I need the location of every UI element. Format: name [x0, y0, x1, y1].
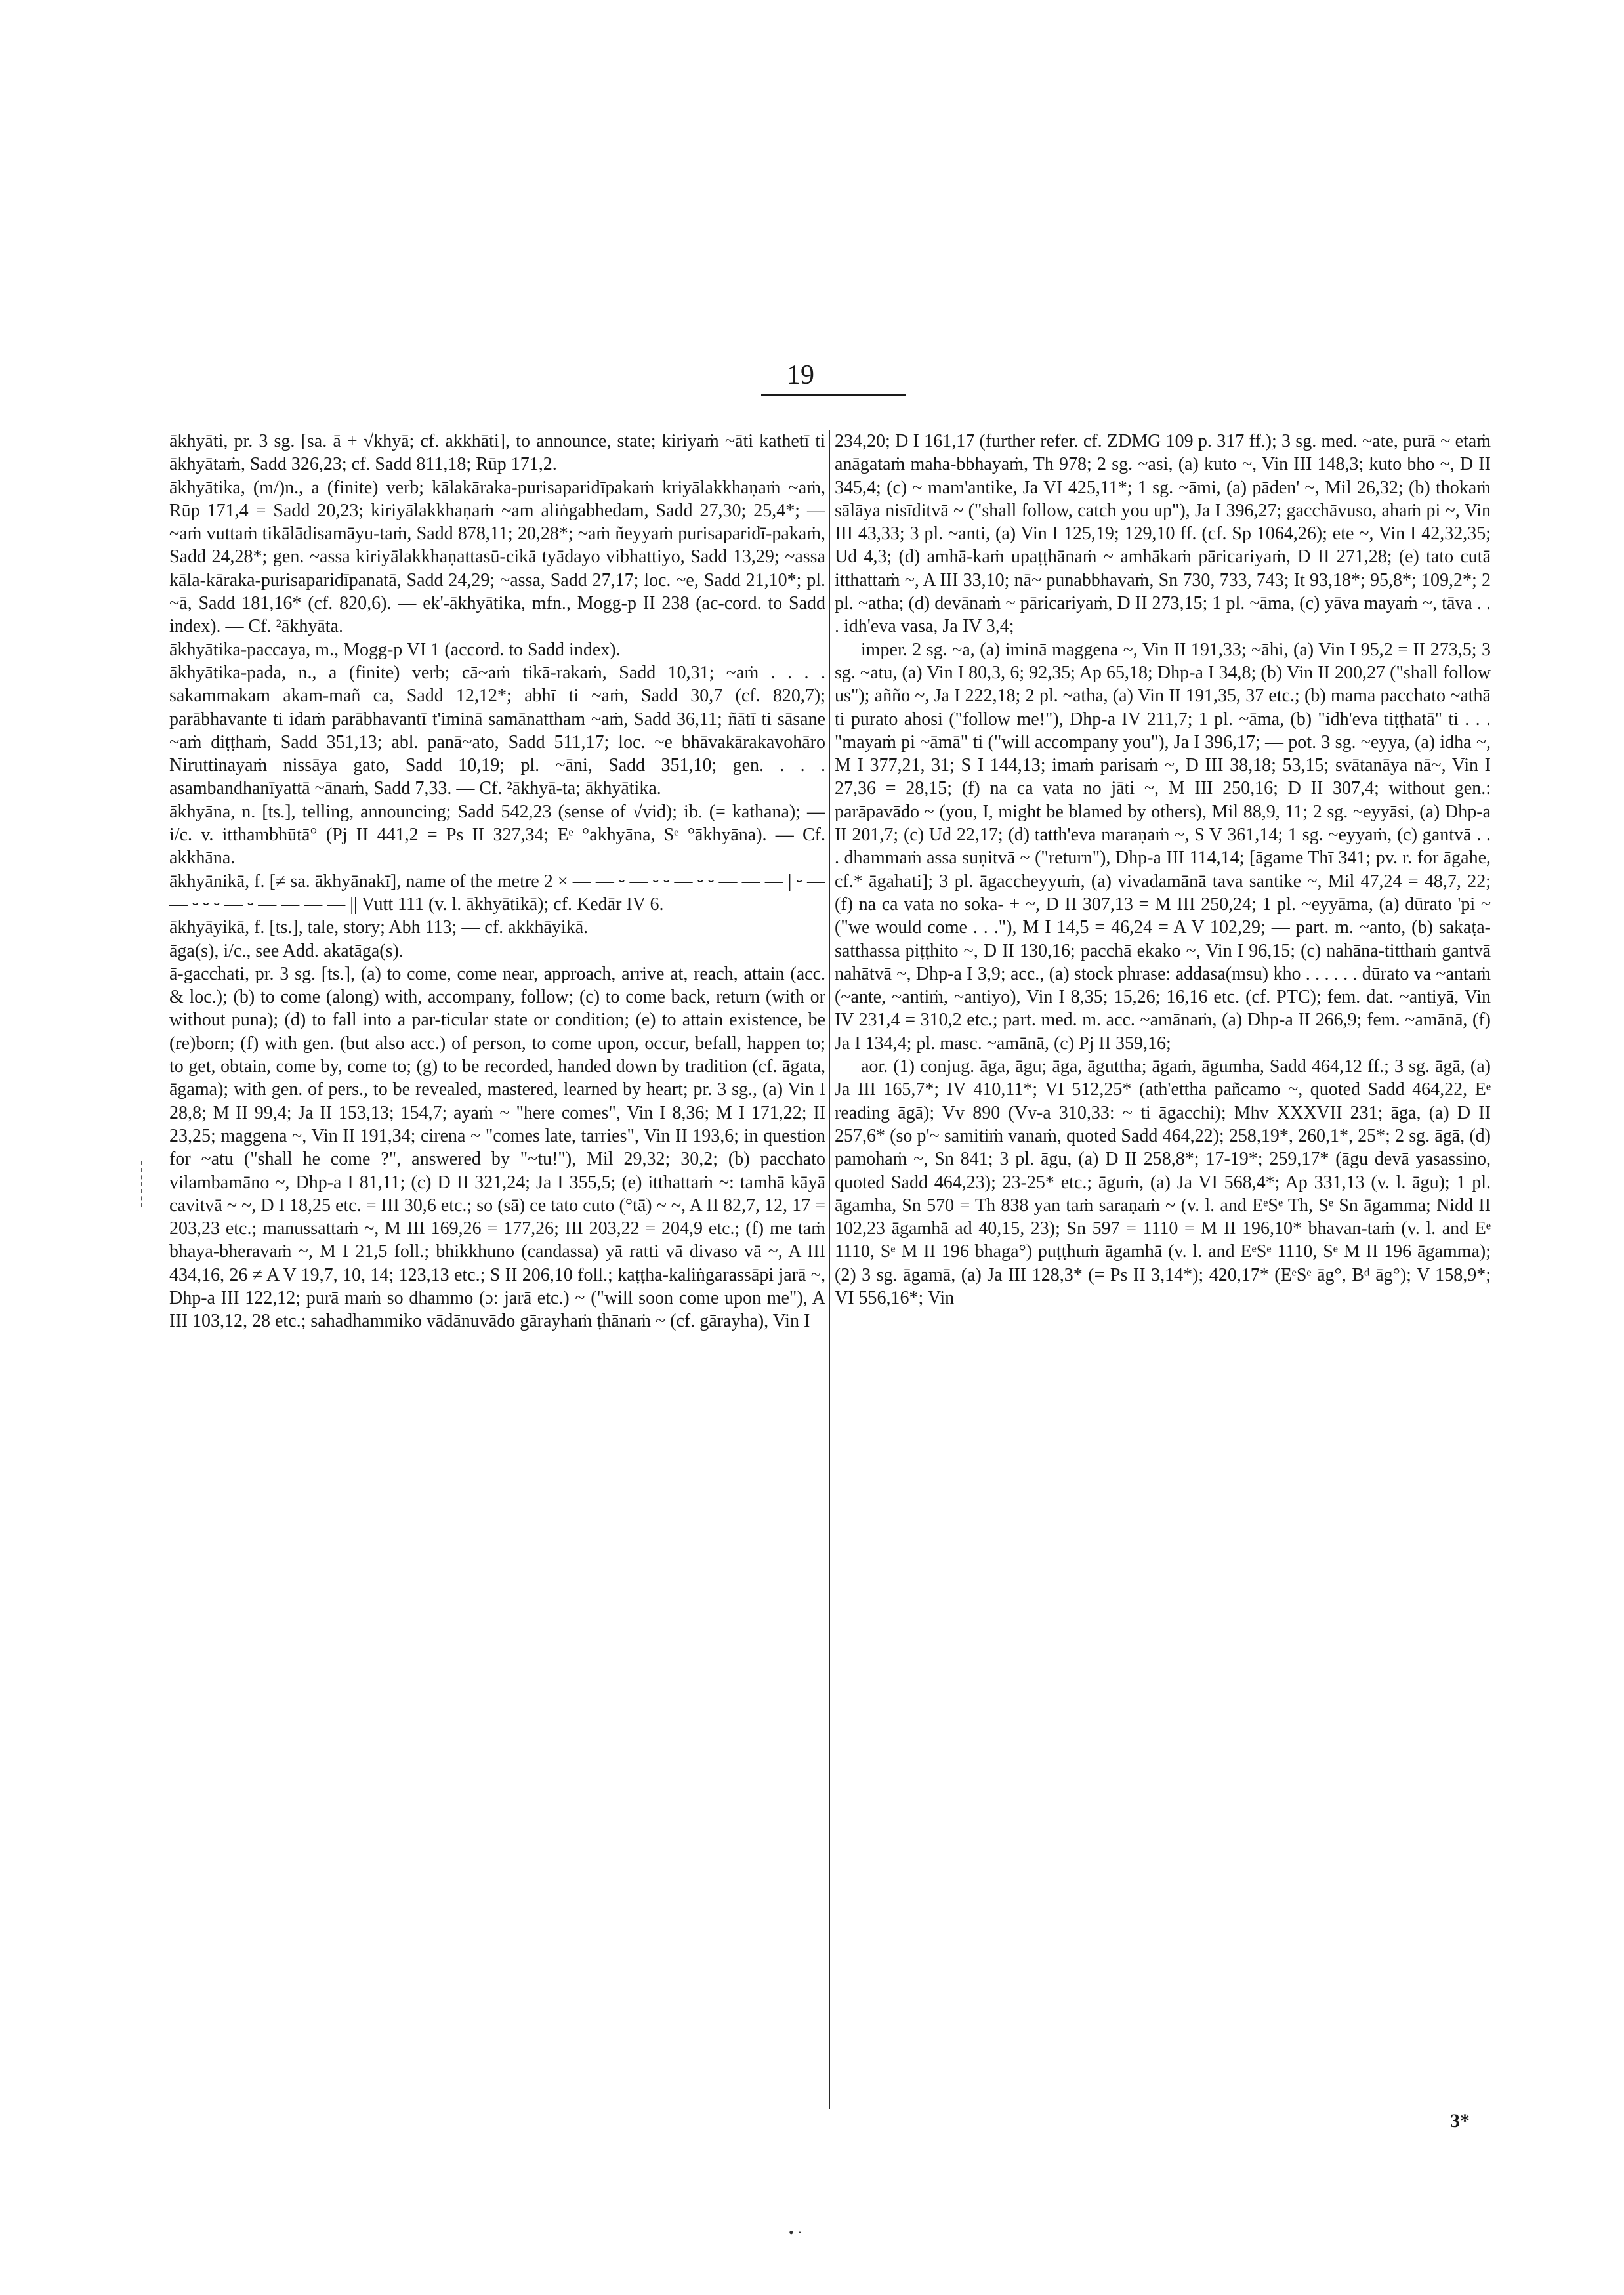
entry-akhyatika: ākhyātika, (m/)n., a (finite) verb; kālakāraka-purisaparidīpakaṁ kriyālakkhaṇaṁ ~aṁ, Rūp 171,4 = Sadd 20,23; kiriyālakkhaṇaṁ ~am aliṅgabhedam, Sadd 27,30; 25,4*; — ~aṁ vuttaṁ tikālādisamāyu-taṁ, Sadd 878,11; 20,28*; ~aṁ ñeyyaṁ purisaparidī-pakaṁ, Sadd 24,28*; gen. ~assa kiriyālakkhaṇattasū-cikā tyādayo vibhattiyo, Sadd 13,29; ~assa kāla-kāraka-purisaparidīpanatā, Sadd 24,29; ~assa, Sadd 27,17; loc. ~e, Sadd 21,10*; pl. ~ā, Sadd 181,16* (cf. 820,6). — ek'-ākhyātika, mfn., Mogg-p II 238 (ac-cord. to Sadd index). — Cf. ²ākhyāta.	[169, 477, 825, 637]
paragraph-aorist: aor. (1) conjug. āga, āgu; āga, āguttha; āgaṁ, āgumha, Sadd 464,12 ff.; 3 sg. āgā, (a) Ja III 165,7*; IV 410,11*; VI 512,25* (ath'ettha pañcamo ~, quoted Sadd 464,22, Eᵉ reading āgā); Vv 890 (Vv-a 310,33: ~ ti āgacchi); Mhv XXXVII 231; āga, (a) D II 257,6* (so p'~ samitiṁ vanaṁ, quoted Sadd 464,22); 258,19*, 260,1*, 25*; 2 sg. āgā, (d) pamohaṁ ~, Sn 841; 3 pl. āgu, (a) D II 258,8*; 17-19*; 259,17* (āgu devā yasassino, quoted Sadd 464,23); 23-25* etc.; āguṁ, (a) Ja VI 568,4*; Ap 331,13 (v. l. āgu); 1 pl. āgamha, Sn 570 = Th 838 yan taṁ saraṇaṁ ~ (v. l. and EᵉSᵉ Th, Sᵉ Sn āgamma; Nidd II 102,23 āgamhā ad 40,15, 23); Sn 597 = 1110 = M II 196,10* bhavan-taṁ (v. l. and Eᵉ 1110, Sᵉ M II 196 bhaga°) puṭṭhuṁ āgamhā (v. l. and EᵉSᵉ 1110, Sᵉ M II 196 āgamma); (2) 3 sg. āgamā, (a) Ja III 128,3* (= Ps II 3,14*); 420,17* (EᵉSᵉ āg°, Bᵈ āg°); V 158,9*; VI 556,16*; Vin	[835, 1056, 1491, 1308]
entry-akhyatika-pada: ākhyātika-pada, n., a (finite) verb; cā~aṁ tikā-rakaṁ, Sadd 10,31; ~aṁ . . . . sakammakam akam-mañ ca, Sadd 12,12*; abhī ti ~aṁ, Sadd 30,7 (cf. 820,7); parābhavante ti idaṁ parābhavantī t'iminā samānattham ~aṁ, Sadd 36,11; ñātī ti sāsane ~aṁ diṭṭhaṁ, Sadd 351,13; abl. panā~ato, Sadd 511,17; loc. ~e bhāvakārakavohāro Niruttinayaṁ nissāya gato, Sadd 10,19; pl. ~āni, Sadd 351,10; gen. . . . asambandhanīyattā ~ānaṁ, Sadd 7,33. — Cf. ²ākhyā-ta; ākhyātika.	[169, 662, 825, 799]
left-column	[169, 430, 825, 2201]
entry-aga: āga(s), i/c., see Add. akatāga(s).	[169, 940, 404, 961]
entry-akhyanika: ākhyānikā, f. [≠ sa. ākhyānakī], name of the metre 2 × — — ⏑ — ⏑ ⏑ — ⏑ ⏑ — — — | ⏑ — — ⏑ ⏑ ⏑ — ⏑ — — — — || Vutt 111 (v. l. ākhyātikā); cf. Kedār IV 6.	[169, 871, 825, 915]
paragraph-imperative: imper. 2 sg. ~a, (a) iminā maggena ~, Vin II 191,33; ~āhi, (a) Vin I 95,2 = II 273,5; 3 sg. ~atu, (a) Vin I 80,3, 6; 92,35; Ap 65,18; Dhp-a I 34,8; (b) Vin II 200,27 ("shall follow us"); añño ~, Ja I 222,18; 2 pl. ~atha, (a) Vin II 191,35, 37 etc.; (b) mama pacchato ~athā ti purato ahosi ("follow me!"), Dhp-a IV 211,7; 1 pl. ~āma, (b) "idh'eva tiṭṭhatā" ti . . . "mayaṁ pi ~āmā" ti ("will accompany you"), Ja I 396,17; — pot. 3 sg. ~eyya, (a) idha ~, M I 377,21, 31; S I 144,13; imaṁ parisaṁ ~, D III 38,18; 53,15; svātanāya nā~, Vin I 27,36 = 28,15; (f) na ca vata no jāti ~, M III 250,16; D II 307,4; without gen.: parāpavādo ~ (you, I, might be blamed by others), Mil 88,9, 11; 2 sg. ~eyyāsi, (a) Dhp-a II 201,7; (c) Ud 22,17; (d) tatth'eva maraṇaṁ ~, S V 361,14; 1 sg. ~eyyaṁ, (c) gantvā . . . dhammaṁ assa suṇitvā ~ ("return"), Dhp-a III 114,14; [āgame Thī 341; pv. r. for āgahe, cf.* āgahati]; 3 pl. āgaccheyyuṁ, (a) vivadamānā tava santike ~, Mil 47,24 = 48,7, 22; (f) na ca vata no soka- + ~, D II 307,13 = M III 250,24; 1 pl. ~eyyāma, (a) dūrato 'pi ~ ("we would come . . ."), M I 14,5 = 46,24 = A V 102,29; — part. m. ~anto, (b) sakaṭa-satthassa piṭṭhito ~, D II 130,16; pacchā ekako ~, Vin I 96,15; (c) nahāna-titthaṁ gantvā nahātvā ~, Dhp-a I 3,9; acc., (a) stock phrase: addasa(msu) kho . . . . . . dūrato va ~antaṁ (~ante, ~antiṁ, ~antiyo), Vin I 8,35; 15,26; 16,16 etc. (cf. PTC); fem. dat. ~antiyā, Vin IV 231,4 = 310,2 etc.; part. med. m. acc. ~amānaṁ, (a) Dhp-a II 266,9; fem. ~amānā, (f) Ja I 134,4; pl. masc. ~amānā, (c) Pj II 359,16;	[835, 639, 1491, 1054]
entry-akhyana: ākhyāna, n. [ts.], telling, announcing; Sadd 542,23 (sense of √vid); ib. (= kathana); — i/c. v. itthambhūtā° (Pj II 441,2 = Ps II 327,34; Eᵉ °akhyāna, Sᵉ °ākhyāna). — Cf. akkhāna.	[169, 801, 825, 869]
column-divider	[829, 430, 830, 2109]
margin-mark	[141, 1161, 149, 1207]
entry-agacchati: ā-gacchati, pr. 3 sg. [ts.], (a) to come, come near, approach, arrive at, reach, attain (acc. & loc.); (b) to come (along) with, accompany, follow; (c) to come back, return (with or without puna); (d) to fall into a par-ticular state or condition; (e) to attain existence, be (re)born; (f) with gen. (but also acc.) of person, to come upon, occur, befall, happen to; to get, obtain, come by, come to; (g) to be recorded, handed down by tradition (cf. āgata, āgama); with gen. of pers., to be revealed, mastered, learned by heart; pr. 3 sg., (a) Vin I 28,8; M II 99,4; Ja II 153,13; 154,7; ayaṁ ~ "here comes", Vin I 8,36; M I 171,22; II 23,25; maggena ~, Vin II 191,34; cirena ~ "comes late, tarries", Vin II 193,6; in question for ~atu ("shall he come ?", answered by "~tu!"), Mil 29,32; 30,2; (b) pacchato vilambamāno ~, Dhp-a I 81,11; (c) D II 321,24; Ja I 355,5; (e) itthattaṁ ~: tamhā kāyā cavitvā ~ ~, D I 18,25 etc. = III 30,6 etc.; so (sā) ce tato cuto (°tā) ~ ~, A II 82,7, 12, 17 = 203,23 etc.; manussattaṁ ~, M III 169,26 = 177,26; III 203,22 = 204,9 etc.; (f) me taṁ bhaya-bheravaṁ ~, M I 21,5 foll.; bhikkhuno (candassa) yā ratti vā divaso vā ~, A III 434,16, 26 ≠ A V 19,7, 10, 14; 123,13 etc.; S II 206,10 foll.; kaṭṭha-kaliṅgarassāpi jarā ~, Dhp-a III 122,12; purā maṁ so dhammo (ɔ: jarā etc.) ~ ("will soon come upon me"), A III 103,12, 28 etc.; sahadhammiko vādānuvādo gārayhaṁ ṭhānaṁ ~ (cf. gārayha), Vin I	[169, 963, 825, 1332]
right-column	[835, 430, 1491, 2201]
scan-speck: • ·	[789, 2224, 802, 2241]
entry-agacchati-continued: 234,20; D I 161,17 (further refer. cf. ZDMG 109 p. 317 ff.); 3 sg. med. ~ate, purā ~ etaṁ anāgataṁ maha-bbhayaṁ, Th 978; 2 sg. ~asi, (a) kuto ~, Vin III 148,3; kuto bho ~, D II 345,4; (c) ~ mam'antike, Ja VI 425,11*; 1 sg. ~āmi, (a) pāden' ~, Mil 26,32; (b) thokaṁ sālāya nisīditvā ~ ("shall follow, catch you up"), Ja I 396,27; gacchāvuso, ahaṁ pi ~, Vin III 43,33; 3 pl. ~anti, (a) Vin I 125,19; 129,10 ff. (cf. Sp 1064,26); ete ~, Vin I 42,32,35; Ud 4,3; (d) amhā-kaṁ upaṭṭhānaṁ ~ amhākaṁ pāricariyaṁ, D II 271,28; (e) tato cutā itthattaṁ ~, A III 33,10; nā~ punabbhavaṁ, Sn 730, 733, 743; It 93,18*; 95,8*; 109,2*; 2 pl. ~atha; (d) devānaṁ ~ pāricariyaṁ, D II 273,15; 1 pl. ~āma, (c) yāva mayaṁ ~, tāva . . . idh'eva vasa, Ja IV 3,4;	[835, 431, 1491, 637]
entry-akhyati: ākhyāti, pr. 3 sg. [sa. ā + √khyā; cf. akkhāti], to announce, state; kiriyaṁ ~āti kathetī ti ākhyātaṁ, Sadd 326,23; cf. Sadd 811,18; Rūp 171,2.	[169, 431, 825, 475]
header-rule	[761, 394, 906, 396]
page-number: 19	[787, 360, 814, 390]
entry-akhyayika: ākhyāyikā, f. [ts.], tale, story; Abh 113; — cf. akkhāyikā.	[169, 917, 589, 938]
entry-akhyatika-paccaya: ākhyātika-paccaya, m., Mogg-p VI 1 (accord. to Sadd index).	[169, 639, 621, 660]
signature-mark: 3*	[1450, 2110, 1470, 2132]
